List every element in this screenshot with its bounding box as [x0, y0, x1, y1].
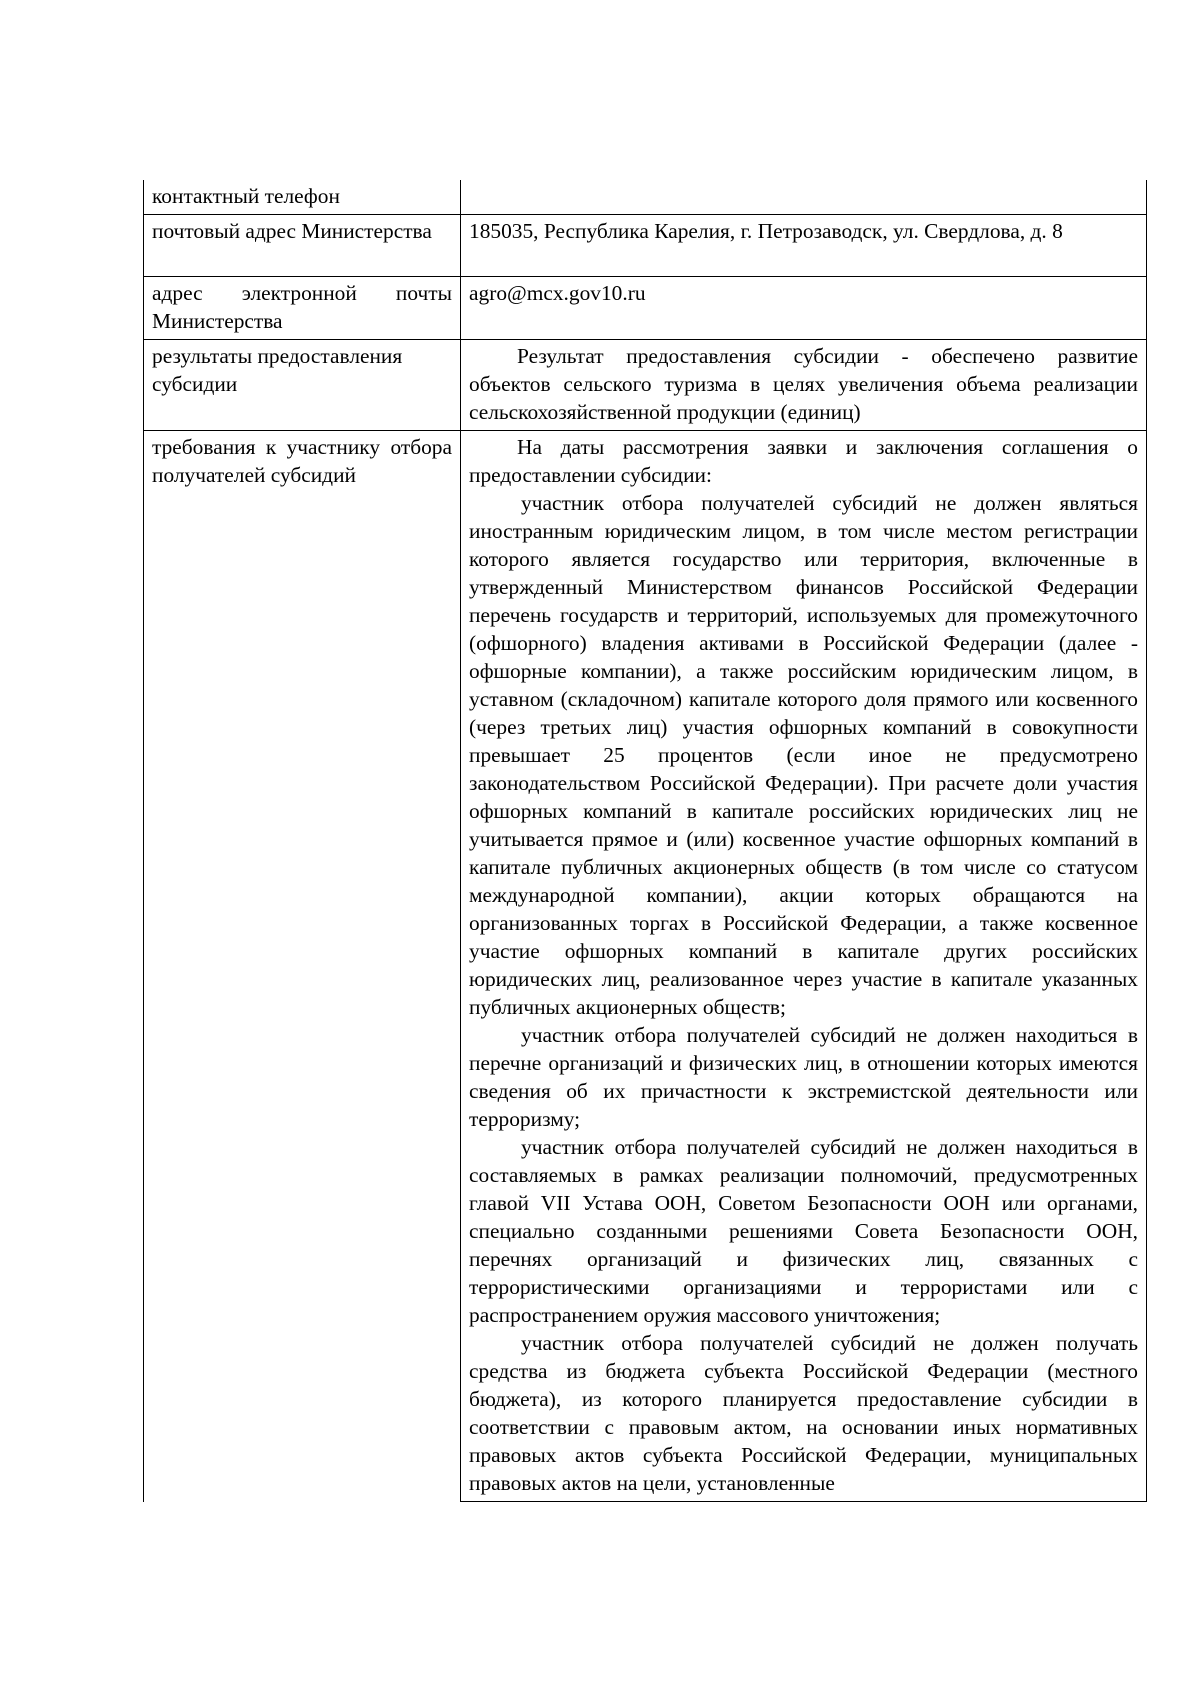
requirements-paragraph-1: На даты рассмотрения заявки и заключения соглашения о предоставлении субсидии:: [469, 435, 1138, 487]
label-postal-address: почтовый адрес Министерства: [144, 215, 461, 277]
requirements-paragraph-5: участник отбора получателей субсидий не должен получать средства из бюджета субъекта Российской Федерации (местного бюджета), из которого планируется предоставление субсидии в соответствии с правовым актом, на основании иных нормативных правовых актов субъекта Российской Федерации, муниципальных правовых актов на цели, установленные: [469, 1331, 1138, 1495]
value-email: agro@mcx.gov10.ru: [461, 277, 1147, 340]
table-row-requirements: [144, 431, 1147, 1502]
value-contact-phone: [461, 180, 1147, 215]
value-postal-address: 185035, Республика Карелия, г. Петрозаводск, ул. Свердлова, д. 8: [461, 215, 1147, 277]
table-row-email: [144, 277, 1147, 340]
label-contact-phone: контактный телефон: [144, 180, 461, 215]
label-results: результаты предоставления субсидии: [144, 340, 461, 431]
value-results: [461, 340, 1147, 431]
requirements-paragraph-2: участник отбора получателей субсидий не должен являться иностранным юридическим лицом, в том числе местом регистрации которого является государство или территория, включенные в утвержденный Министерством финансов Российской Федерации перечень государств и территорий, используемых для промежуточного (офшорного) владения активами в Российской Федерации (далее - офшорные компании), а также российским юридическим лицом, в уставном (складочном) капитале которого доля прямого или косвенного (через третьих лиц) участия офшорных компаний в совокупности превышает 25 процентов (если иное не предусмотрено законодательством Российской Федерации). При расчете доли участия офшорных компаний в капитале российских юридических лиц не учитывается прямое и (или) косвенное участие офшорных компаний в капитале публичных акционерных обществ (в том числе со статусом международной компании), акции которых обращаются на организованных торгах в Российской Федерации, а также косвенное участие офшорных компаний в капитале других российских юридических лиц, реализованное через участие в капитале указанных публичных акционерных обществ;: [469, 491, 1138, 1019]
requirements-paragraph-3: участник отбора получателей субсидий не должен находиться в перечне организаций и физических лиц, в отношении которых имеются сведения об их причастности к экстремистской деятельности или терроризму;: [469, 1023, 1138, 1131]
info-table: [143, 180, 1147, 1502]
label-email: адрес электронной почты Министерства: [144, 277, 461, 340]
value-requirements: [461, 431, 1147, 1502]
label-requirements: требования к участнику отбора получателей субсидий: [144, 431, 461, 1502]
table-row-results: [144, 340, 1147, 431]
table-row-postal-address: [144, 215, 1147, 277]
results-paragraph: Результат предоставления субсидии - обеспечено развитие объектов сельского туризма в целях увеличения объема реализации сельскохозяйственной продукции (единиц): [469, 344, 1138, 424]
requirements-paragraph-4: участник отбора получателей субсидий не должен находиться в составляемых в рамках реализации полномочий, предусмотренных главой VII Устава ООН, Советом Безопасности ООН или органами, специально созданными решениями Совета Безопасности ООН, перечнях организаций и физических лиц, связанных с террористическими организациями и террористами или с распространением оружия массового уничтожения;: [469, 1135, 1138, 1327]
table-row-phone: [144, 180, 1147, 215]
